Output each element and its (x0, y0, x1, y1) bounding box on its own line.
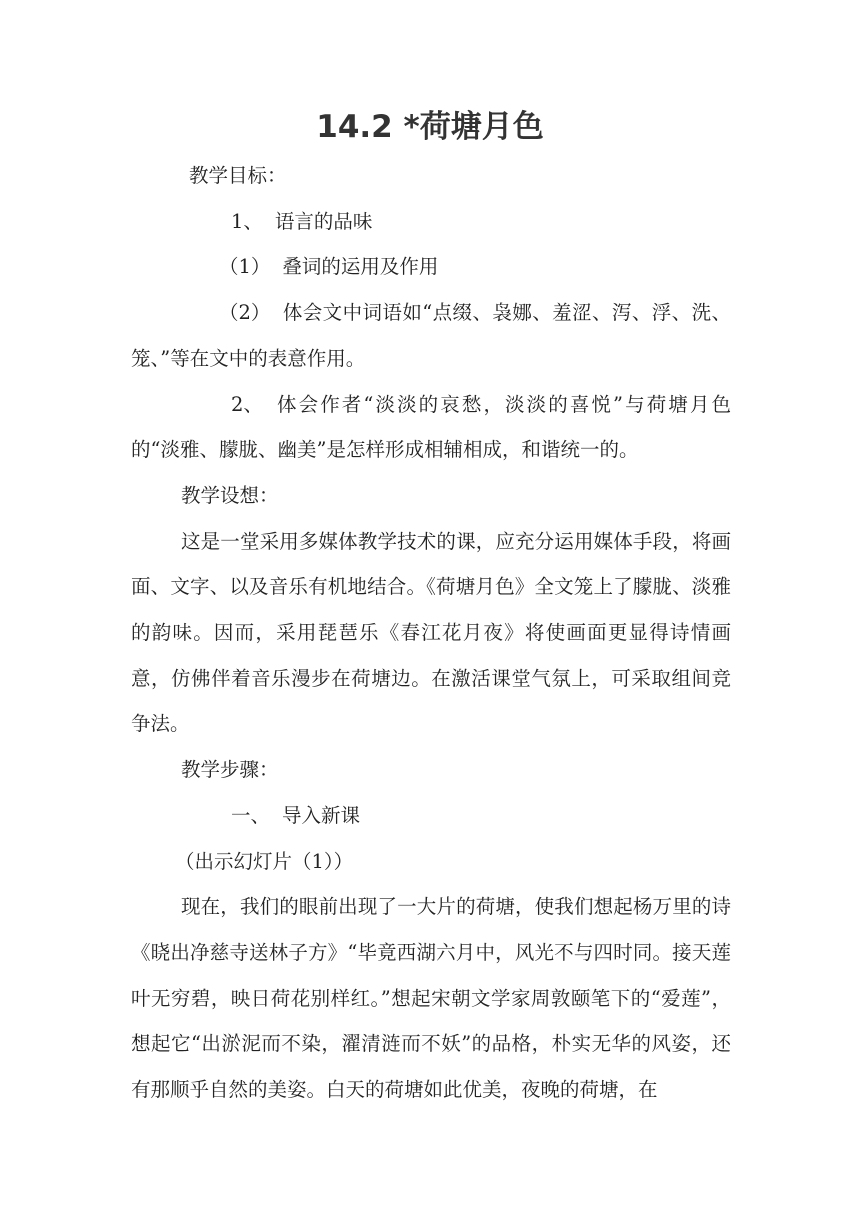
slide-note: （出示幻灯片（1）） (175, 849, 354, 873)
objective-item-1-text: 语言的品味 (274, 209, 373, 233)
intro-paragraph: 现在，我们的眼前出现了一大片的荷塘，使我们想起杨万里的诗《晓出净慈寺送林子方》“毕竟西湖六月中，风光不与四时同。接天莲叶无穷碧，映日荷花别样红。”想起宋朝文学家周敦颐笔下的“爱莲”，想起它“出淤泥而不染，濯清涟而不妖”的品格，朴实无华的风姿，还有那顺乎自然的美姿。白天的荷塘如此优美，夜晚的荷塘，在 (131, 895, 731, 1102)
objective-item-1a (131, 244, 731, 290)
document-title: 14.2 *荷塘月色 (316, 109, 544, 145)
steps-heading: 教学步骤： (181, 758, 279, 782)
objective-item-1a-text: 叠词的运用及作用 (282, 255, 439, 279)
step-item-1-text: 导入新课 (282, 803, 361, 827)
objective-item-1a-number: （1） (219, 255, 271, 279)
objective-item-1b-number: （2） (219, 301, 271, 325)
objective-item-2 (131, 382, 731, 473)
document-body (131, 153, 731, 1113)
objectives-heading: 教学目标： (189, 164, 287, 187)
step-item-1 (131, 793, 731, 839)
objective-item-2-text: 体会作者“淡淡的哀愁，淡淡的喜悦”与荷塘月色的“淡雅、朦胧、幽美”是怎样形成相辅相成，和谐统一的。 (131, 392, 731, 462)
ideas-heading: 教学设想： (181, 483, 279, 507)
objective-item-2-number: 2、 (231, 392, 263, 416)
objective-item-1 (131, 199, 731, 245)
objective-item-1-number: 1、 (231, 209, 263, 233)
objective-item-1b-text: 体会文中词语如“点缀、袅娜、羞涩、泻、浮、洗、笼、”等在文中的表意作用。 (131, 301, 731, 370)
ideas-paragraph: 这是一堂采用多媒体教学技术的课，应充分运用媒体手段，将画面、文字、以及音乐有机地结合。《荷塘月色》全文笼上了朦胧、淡雅的韵味。因而，采用琵琶乐《春江花月夜》将使画面更显得诗情画意，仿佛伴着音乐漫步在荷塘边。在激活课堂气氛上，可采取组间竞争法。 (131, 529, 731, 736)
step-item-1-number: 一、 (231, 803, 271, 827)
objective-item-1b (131, 290, 731, 381)
